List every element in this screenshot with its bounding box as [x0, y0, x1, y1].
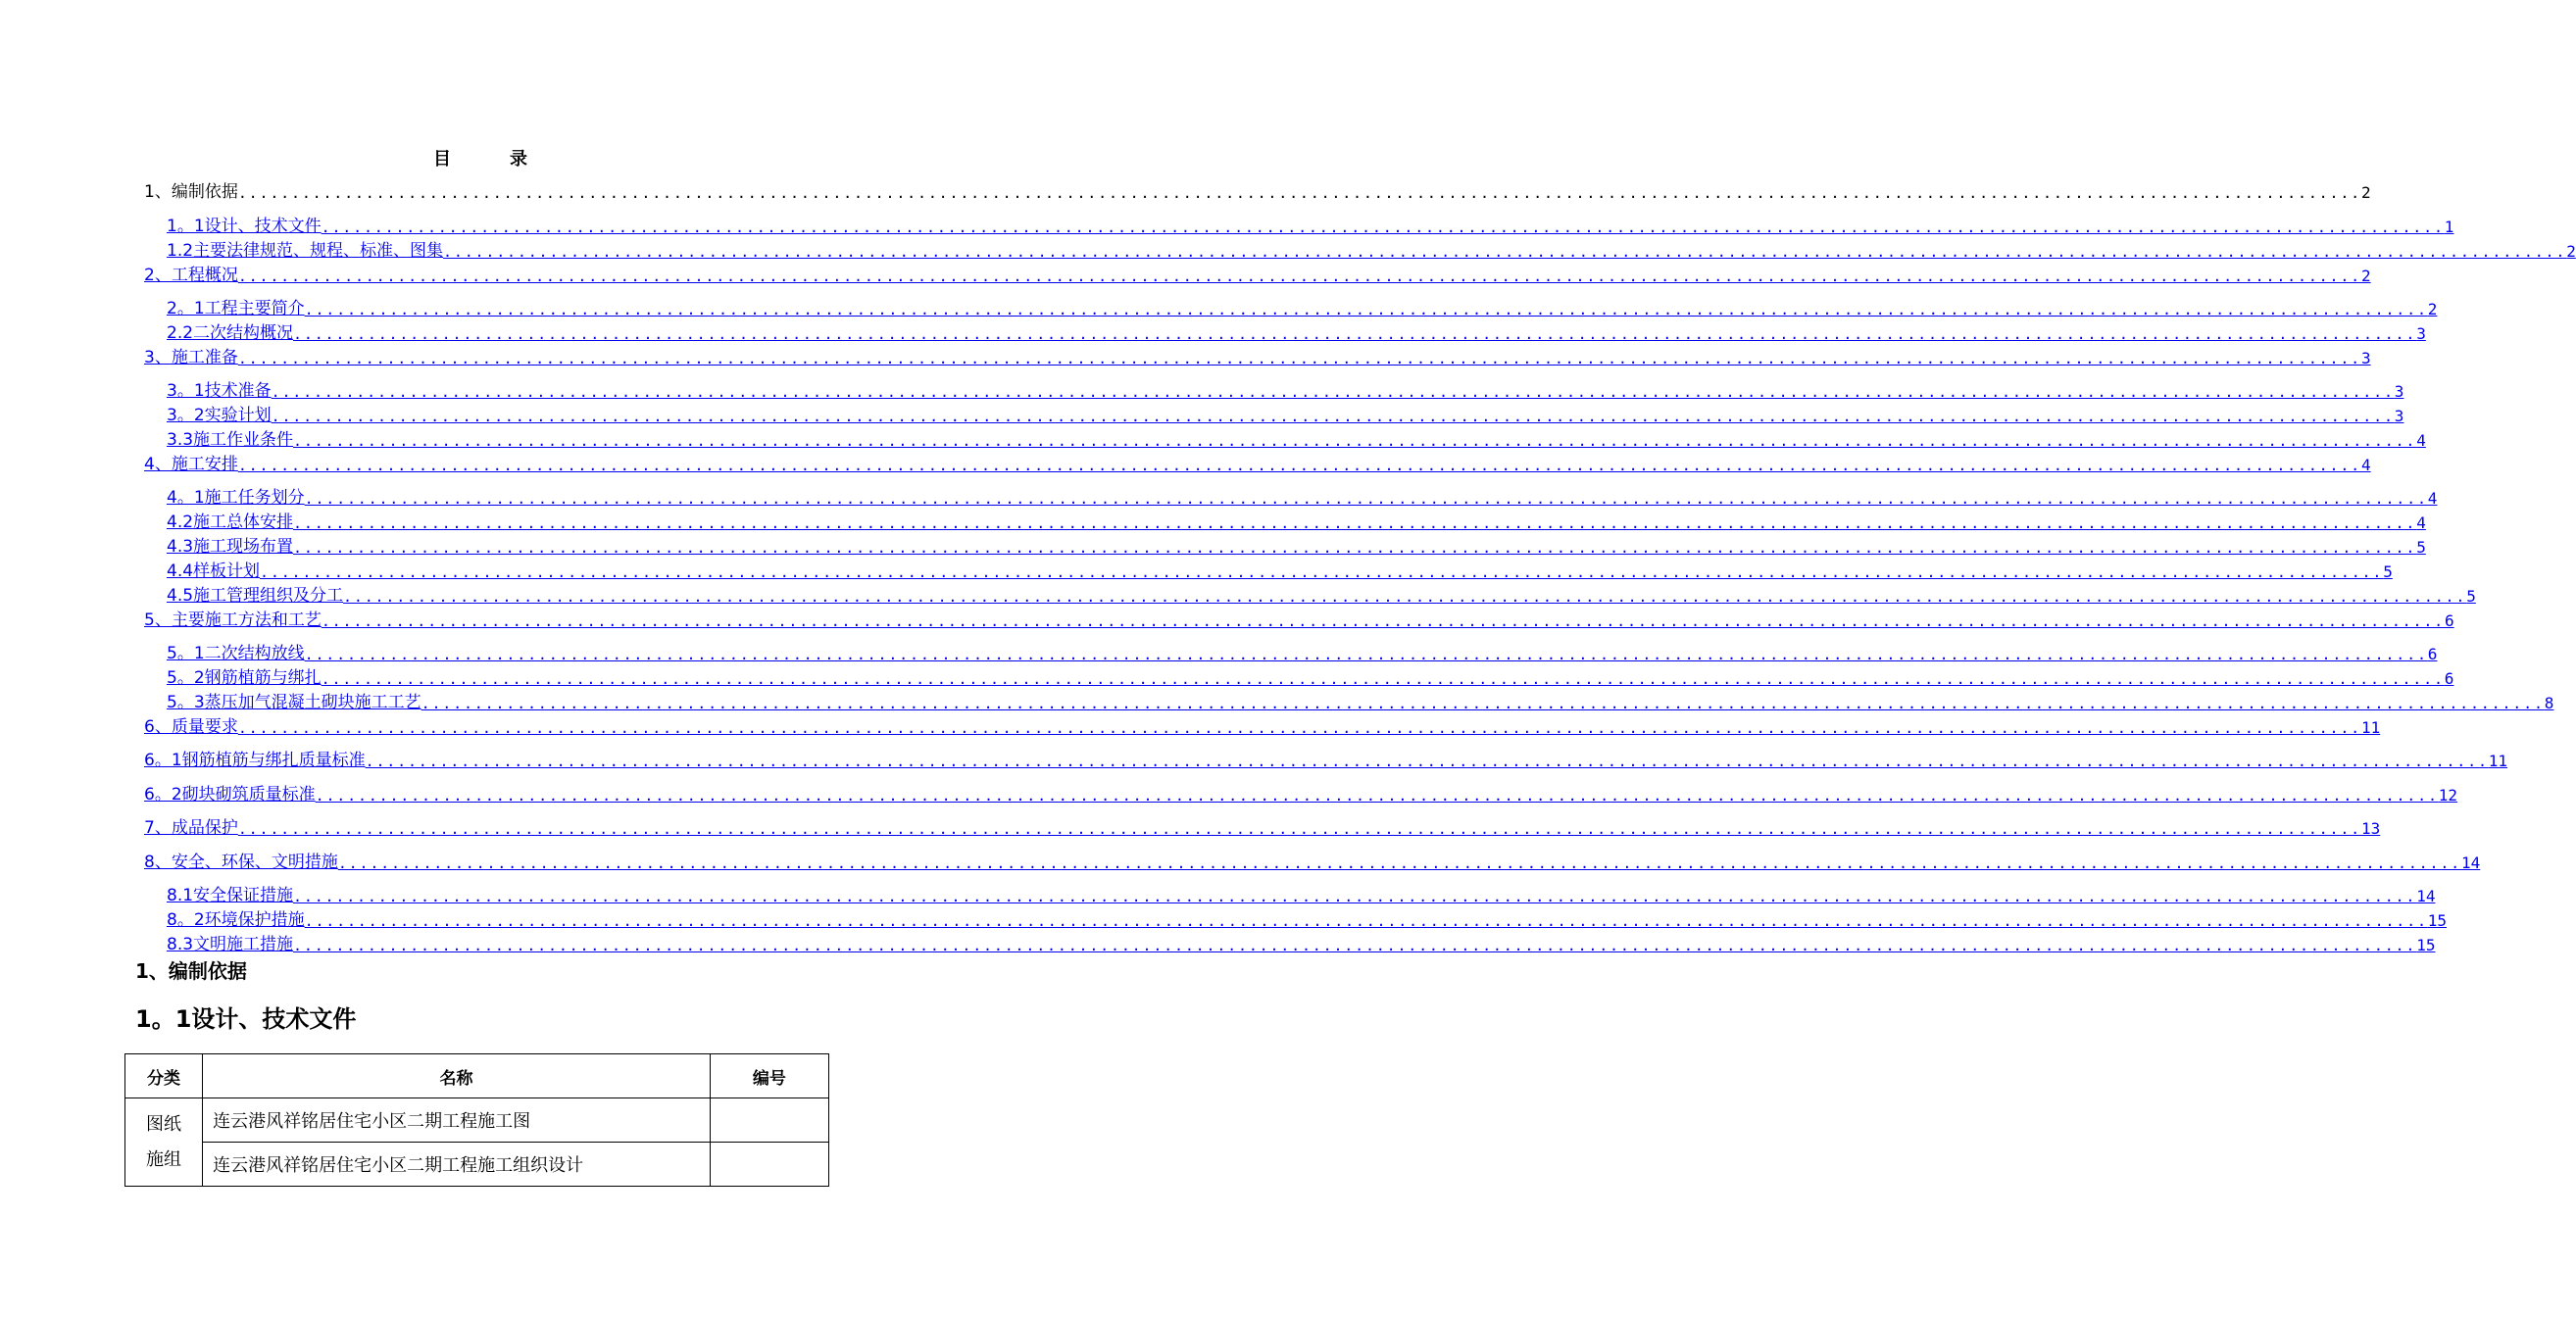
toc-entry-page: 6: [2427, 645, 2438, 663]
toc-leader-dots: ........................................................................................................................................................................................................: [293, 888, 2417, 905]
toc-leader-dots: ........................................................................................................................................................................................................: [237, 457, 2361, 474]
row-number: [710, 1098, 828, 1143]
toc-leader-dots: ........................................................................................................................................................................................................: [321, 612, 2445, 630]
toc-entry[interactable]: [167, 239, 2576, 261]
toc-leader-dots: ........................................................................................................................................................................................................: [237, 820, 2361, 838]
toc-entry-title: 4.2施工总体安排: [167, 512, 294, 532]
toc-entry-title: 4.4样板计划: [167, 561, 261, 581]
category-cell: [125, 1098, 203, 1187]
toc-leader-dots: ........................................................................................................................................................................................................: [304, 301, 2428, 318]
toc-entry-page: 12: [2438, 786, 2458, 805]
toc-entry-page: 14: [2460, 854, 2481, 872]
toc-entry[interactable]: [167, 691, 2554, 712]
toc-leader-dots: ........................................................................................................................................................................................................: [237, 719, 2361, 737]
toc-leader-dots: ........................................................................................................................................................................................................: [304, 646, 2428, 663]
toc-entry[interactable]: [167, 560, 2393, 581]
toc-entry-title: 7、成品保护: [144, 818, 238, 838]
toc-entry-title: 2。1工程主要简介: [167, 299, 305, 318]
toc-entry-page: 2: [2566, 242, 2576, 261]
table-row: [125, 1098, 829, 1143]
toc-entry-page: 3: [2360, 349, 2371, 367]
toc-entry[interactable]: [144, 346, 2371, 367]
toc-entry-title: 8.3文明施工措施: [167, 935, 294, 954]
toc-entry[interactable]: [144, 264, 2371, 285]
table-header-row: [125, 1054, 829, 1098]
toc-entry-page: 15: [2416, 936, 2436, 954]
toc-entry-title: 6。2砌块砌筑质量标准: [144, 785, 316, 805]
toc-entry-page: 8: [2544, 694, 2554, 712]
toc-entry[interactable]: [167, 379, 2404, 401]
toc-entry-title: 8、安全、环保、文明措施: [144, 853, 338, 872]
toc-entry-page: 4: [2416, 431, 2426, 450]
toc-leader-dots: ........................................................................................................................................................................................................: [293, 539, 2417, 557]
design-documents-table: [124, 1053, 829, 1187]
toc-entry-page: 14: [2416, 887, 2436, 905]
toc-entry-title: 1。1设计、技术文件: [167, 217, 322, 236]
table-row: [125, 1143, 829, 1187]
header-category: 分类: [125, 1054, 203, 1098]
toc-leader-dots: ........................................................................................................................................................................................................: [343, 588, 2467, 606]
toc-leader-dots: ........................................................................................................................................................................................................: [337, 854, 2461, 872]
toc-entry-page: 6: [2444, 669, 2454, 688]
toc-leader-dots: ........................................................................................................................................................................................................: [304, 490, 2428, 508]
toc-entry-page: 2: [2427, 300, 2438, 318]
toc-entry[interactable]: [144, 816, 2381, 838]
toc-entry-title: 5。2钢筋植筋与绑扎: [167, 668, 322, 688]
toc-leader-dots: ........................................................................................................................................................................................................: [293, 937, 2417, 954]
toc-leader-dots: ........................................................................................................................................................................................................: [315, 787, 2439, 805]
toc-entry[interactable]: [167, 297, 2438, 318]
toc-entry-page: 1: [2444, 218, 2454, 236]
toc-entry[interactable]: [144, 749, 2508, 770]
section-heading-1: 1、编制依据: [135, 959, 247, 983]
toc-entry-title: 3、施工准备: [144, 348, 238, 367]
toc-leader-dots: ........................................................................................................................................................................................................: [321, 670, 2445, 688]
toc-leader-dots: ........................................................................................................................................................................................................: [443, 243, 2567, 261]
row-name: 连云港风祥铭居住宅小区二期工程施工组织设计: [203, 1143, 711, 1187]
toc-leader-dots: ........................................................................................................................................................................................................: [365, 753, 2489, 770]
toc-entry-title: 6、质量要求: [144, 717, 238, 737]
toc-entry-page: 4: [2360, 456, 2371, 474]
toc-entry[interactable]: [167, 666, 2454, 688]
toc-leader-dots: ........................................................................................................................................................................................................: [293, 432, 2417, 450]
toc-entry-page: 4: [2427, 489, 2438, 508]
toc-entry-title: 4、施工安排: [144, 455, 238, 474]
toc-entry-title: 2.2二次结构概况: [167, 323, 294, 343]
row-number: [710, 1143, 828, 1187]
toc-entry-page: 3: [2394, 382, 2404, 401]
toc-entry-title: 3。2实验计划: [167, 406, 272, 425]
toc-entry-title: 3。1技术准备: [167, 381, 272, 401]
toc-entry-page: 5: [2383, 562, 2393, 581]
toc-entry-page: 2: [2360, 183, 2371, 202]
toc-entry-page: 4: [2416, 513, 2426, 532]
toc-leader-dots: ........................................................................................................................................................................................................: [271, 408, 2395, 425]
toc-entry-title: 2、工程概况: [144, 266, 238, 285]
category-line-2: 施组: [146, 1148, 182, 1170]
toc-entry[interactable]: [167, 215, 2454, 236]
toc-leader-dots: ........................................................................................................................................................................................................: [237, 268, 2361, 285]
toc-title-left: 目: [433, 149, 451, 170]
toc-entry[interactable]: [167, 535, 2426, 557]
toc-entry-page: 5: [2466, 587, 2476, 606]
header-name: 名称: [203, 1054, 711, 1098]
toc-leader-dots: ........................................................................................................................................................................................................: [237, 184, 2361, 202]
toc-entry[interactable]: [144, 609, 2454, 630]
toc-entry[interactable]: [167, 908, 2448, 930]
toc-entry[interactable]: [167, 486, 2438, 508]
toc-entry[interactable]: [144, 851, 2481, 872]
toc-entry[interactable]: [167, 584, 2476, 606]
toc-entry-page: 3: [2416, 324, 2426, 343]
toc-entry[interactable]: [167, 511, 2426, 532]
toc-entry[interactable]: [167, 321, 2426, 343]
toc-title: [0, 145, 961, 171]
toc-entry-page: 6: [2444, 611, 2454, 630]
toc-entry[interactable]: [167, 884, 2436, 905]
toc-entry[interactable]: [167, 642, 2438, 663]
toc-entry[interactable]: [167, 933, 2436, 954]
toc-entry-page: 13: [2360, 819, 2381, 838]
toc-leader-dots: ........................................................................................................................................................................................................: [260, 563, 2384, 581]
toc-entry-page: 11: [2488, 752, 2508, 770]
toc-entry: [144, 180, 2371, 202]
toc-title-right: 录: [510, 149, 527, 170]
toc-entry[interactable]: [167, 404, 2404, 425]
toc-entry[interactable]: [167, 428, 2426, 450]
toc-entry-page: 5: [2416, 538, 2426, 557]
category-line-1: 图纸: [146, 1113, 182, 1135]
toc-entry-page: 2: [2360, 267, 2371, 285]
toc-leader-dots: ........................................................................................................................................................................................................: [293, 325, 2417, 343]
row-name: 连云港风祥铭居住宅小区二期工程施工图: [203, 1098, 711, 1143]
toc-entry-page: 15: [2427, 911, 2448, 930]
toc-entry-title: 8。2环境保护措施: [167, 910, 305, 930]
toc-entry[interactable]: [144, 453, 2371, 474]
toc-entry[interactable]: [144, 783, 2458, 805]
section-heading-2: 1。1设计、技术文件: [135, 1005, 357, 1033]
toc-entry[interactable]: [144, 715, 2381, 737]
toc-leader-dots: ........................................................................................................................................................................................................: [271, 383, 2395, 401]
toc-entry-title: 1、编制依据: [144, 182, 238, 202]
toc-leader-dots: ........................................................................................................................................................................................................: [304, 912, 2428, 930]
toc-entry-page: 11: [2360, 718, 2381, 737]
toc-entry-title: 6。1钢筋植筋与绑扎质量标准: [144, 751, 366, 770]
toc-leader-dots: ........................................................................................................................................................................................................: [237, 350, 2361, 367]
toc-entry-title: 4。1施工任务划分: [167, 488, 305, 508]
toc-entry-title: 4.5施工管理组织及分工: [167, 586, 344, 606]
toc-entry-title: 1.2主要法律规范、规程、标准、图集: [167, 241, 444, 261]
toc-leader-dots: ........................................................................................................................................................................................................: [421, 695, 2545, 712]
toc-entry-title: 3.3施工作业条件: [167, 430, 294, 450]
toc-entry-title: 5。3蒸压加气混凝土砌块施工工艺: [167, 693, 421, 712]
toc-leader-dots: ........................................................................................................................................................................................................: [293, 514, 2417, 532]
toc-entry-title: 8.1安全保证措施: [167, 886, 294, 905]
toc-entry-title: 5。1二次结构放线: [167, 644, 305, 663]
toc-entry-title: 5、主要施工方法和工艺: [144, 610, 322, 630]
toc-entry-title: 4.3施工现场布置: [167, 537, 294, 557]
header-number: 编号: [710, 1054, 828, 1098]
toc-entry-page: 3: [2394, 407, 2404, 425]
toc-leader-dots: ........................................................................................................................................................................................................: [321, 219, 2445, 236]
